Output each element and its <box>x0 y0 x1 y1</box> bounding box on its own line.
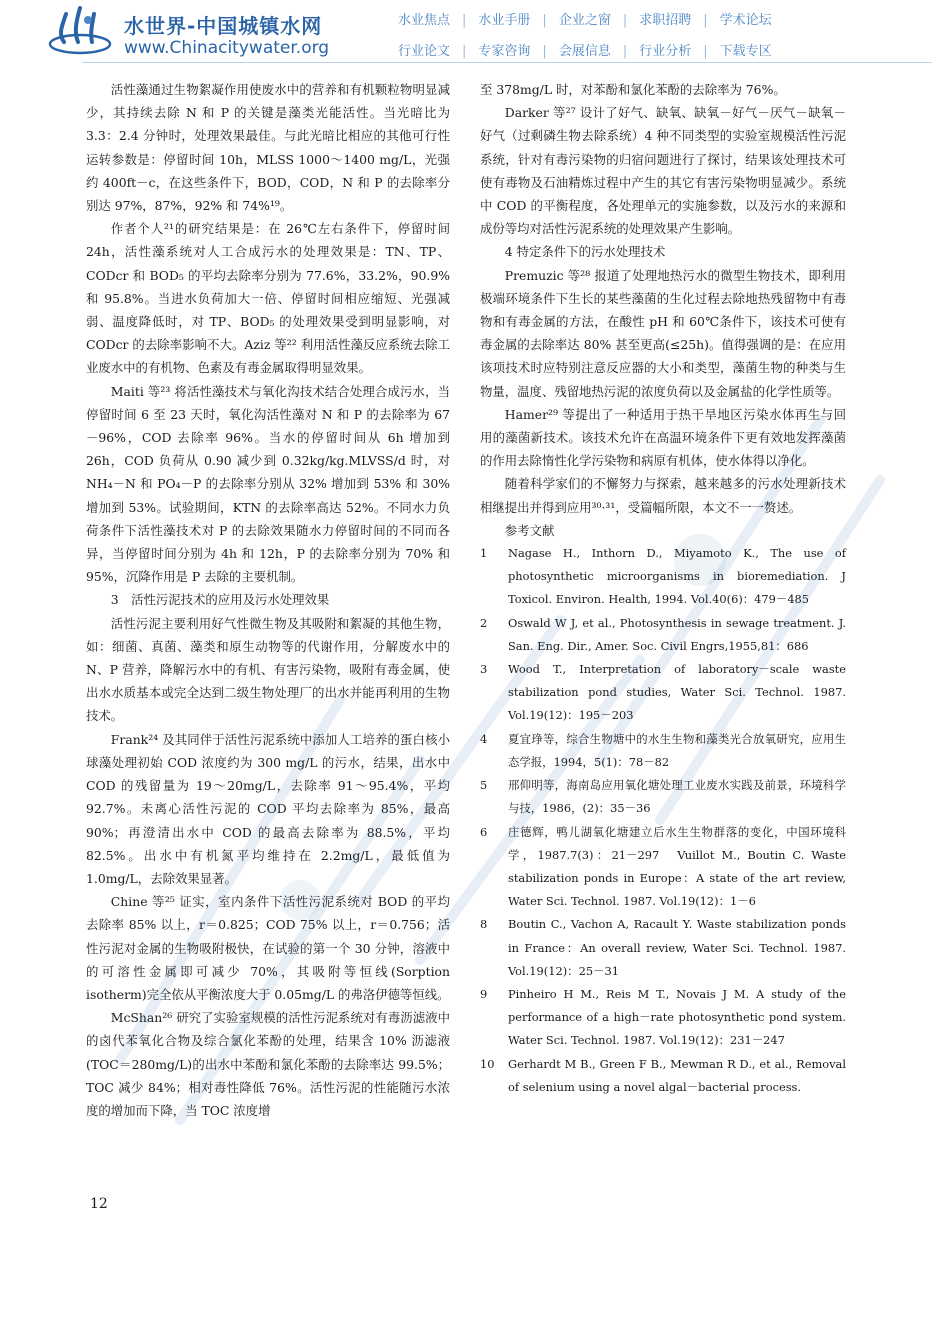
reference-number: 9 <box>480 986 488 1001</box>
nav-link-expert[interactable]: 专家咨询 <box>478 44 531 59</box>
right-column <box>480 78 846 1099</box>
reference-number: 3 <box>480 662 488 677</box>
reference-text: Pinheiro H M., Reis M T., Novais J M. A study of the performance of a high－rate photosynthetic pond system. Water Sci. Technol. 1987. Vol.19(12)：231－247 <box>508 986 846 1048</box>
paragraph: Hamer²⁹ 等提出了一种适用于热干旱地区污染水体再生与回用的藻菌新技术。该技术允许在高温环境条件下更有效地发挥藻菌的作用去除惰性化学污染物和病原有机体，使水体得以净化。 <box>480 406 846 469</box>
nav-separator: | <box>703 44 708 59</box>
reference-text: Wood T., Interpretation of laboratory－scale waste stabilization pond studies, Water Sci. Technol. 1987. Vol.19(12)：195－203 <box>508 662 846 723</box>
reference-item <box>480 913 846 983</box>
paragraph: 活性藻通过生物絮凝作用使废水中的营养和有机颗粒物明显减少，其持续去除 N 和 P 的关键是藻类光能活性。当光暗比为 3.3：2.4 分钟时，处理效果最佳。与此光暗比相应的其他可行性运转参数是：停留时间 10h，MLSS 1000～1400 mg/L，光强约 400ft－c，在这些条件下，BOD，COD，N 和 P 的去除率分别达 97%，87%，92% 和 74%¹⁹。 <box>86 82 450 214</box>
nav-separator: | <box>542 13 547 28</box>
references-heading: 参考文献 <box>504 522 555 538</box>
reference-text: Boutin C., Vachon A, Racault Y. Waste stabilization ponds in France：An overall review, Water Sci. Technol. 1987. Vol.19(12)：25－31 <box>508 917 846 978</box>
site-title[interactable]: 水世界-中国城镇水网 <box>124 14 323 38</box>
reference-number: 4 <box>480 731 488 746</box>
reference-text: Nagase H., Inthorn D., Miyamoto K., The use of photosynthetic microorganisms in bioremediation. J Toxicol. Environ. Health, 1994. Vol.40(6)：479－485 <box>508 546 846 607</box>
left-column <box>86 78 450 1122</box>
reference-number: 2 <box>480 615 488 630</box>
nav-link-water-handbook[interactable]: 水业手册 <box>478 13 531 28</box>
header-divider <box>82 62 932 63</box>
nav-separator: | <box>462 44 467 59</box>
reference-item <box>480 774 846 820</box>
nav-link-forum[interactable]: 学术论坛 <box>719 13 772 28</box>
nav-link-water-focus[interactable]: 水业焦点 <box>398 13 451 28</box>
paragraph: 活性污泥主要利用好气性微生物及其吸附和絮凝的其他生物，如：细菌、真菌、藻类和原生动物等的代谢作用，分解废水中的 N、P 营养，降解污水中的有机、有害污染物，吸附有毒金属，使出水水质基本或完全达到二级生物处理厂的出水并能再利用的生物技术。 <box>86 615 450 724</box>
reference-text: Oswald W J, et al., Photosynthesis in sewage treatment. J. San. Eng. Dir., Amer. Soc. Civil Engrs,1955,81：686 <box>508 615 846 653</box>
reference-item <box>480 1053 846 1099</box>
reference-text: 邢仰明等，海南岛应用氧化塘处理工业废水实践及前景，环境科学与技，1986，(2)：35－36 <box>508 778 846 816</box>
reference-number: 10 <box>480 1056 495 1071</box>
paragraph: Maiti 等²³ 将活性藻技术与氧化沟技术结合处理合成污水，当停留时间 6 至 23 天时，氧化沟活性藻对 N 和 P 的去除率为 67－96%，COD 去除率 96%。当水的停留时间从 6h 增加到 26h，COD 负荷从 0.90 减少到 0.32kg/kg.MLVSS/d 时，对 NH₄－N 和 PO₄－P 的去除率分别从 32% 增加到 53% 和 30% 增加到 53%。试验期间，KTN 的去除率高达 52%。不同水力负荷条件下活性藻技术对 P 的去除效果随水力停留时间的不同而各异，当停留时间分别为 4h 和 12h，P 的去除率分别为 70% 和 95%，沉降作用是 P 去除的主要机制。 <box>86 383 450 585</box>
site-url[interactable]: www.Chinacitywater.org <box>124 38 330 58</box>
reference-number: 1 <box>480 546 488 561</box>
reference-number: 5 <box>480 778 488 793</box>
paragraph: Premuzic 等²⁸ 报道了处理地热污水的微型生物技术，即利用极端环境条件下生长的某些藻菌的生化过程去除地热残留物中有毒物和有毒金属的方法，在酸性 pH 和 60℃条件下，该技术可使有毒金属的去除率达 80% 甚至更高(≤25h)。值得强调的是：在应用该项技术时应特别注意反应器的大小和类型，藻菌生物的种类与生物量，温度、残留地热污泥的浓度负荷以及金属盐的化学性质等。 <box>480 267 846 399</box>
nav-link-papers[interactable]: 行业论文 <box>398 44 451 59</box>
section-heading-4: 4 特定条件下的污水处理技术 <box>504 244 666 260</box>
paragraph: Chine 等²⁵ 证实，室内条件下活性污泥系统对 BOD 的平均去除率 85% 以上，r＝0.825；COD 75% 以上，r＝0.756；活性污泥对金属的生物吸附极快，在试验的第一个 30 分钟，溶液中的可溶性金属即可减少 70%，其吸附等恒线(Sorption isotherm)完全依从平衡浓度大于 0.05mg/L 的弗洛伊德等恒线。 <box>86 894 450 1002</box>
reference-item <box>480 728 846 774</box>
nav-link-exhibitions[interactable]: 会展信息 <box>558 44 611 59</box>
nav-separator: | <box>622 44 628 59</box>
reference-text: Gerhardt M B., Green F B., Mewman R D., et al., Removal of selenium using a novel algal－bacterial process. <box>508 1056 846 1094</box>
reference-item <box>480 658 846 728</box>
nav-row-1 <box>398 9 772 28</box>
site-header <box>0 0 950 64</box>
reference-item <box>480 821 846 914</box>
page-number: 12 <box>90 1196 108 1212</box>
nav-link-analysis[interactable]: 行业分析 <box>639 44 692 59</box>
paragraph: McShan²⁶ 研究了实验室规模的活性污泥系统对有毒沥滤液中的卤代苯氧化合物及综合氯化苯酚的处理，结果含 10% 沥滤液(TOC＝280mg/L)的出水中苯酚和氯化苯酚的去除率达 99.5%；TOC 减少 84%；相对毒性降低 76%。活性污泥的性能随污水浓度的增加而下降，当 TOC 浓度增 <box>86 1010 450 1118</box>
nav-row-2 <box>398 40 772 59</box>
paragraph: Frank²⁴ 及其同伴于活性污泥系统中添加人工培养的蛋白核小球藻处理初始 COD 浓度约为 300 mg/L 的污水，结果，出水中 COD 的残留量为 19～20mg/L，去除率 91～95.4%，平均 92.7%。未离心活性污泥的 COD 平均去除率为 85%，最高 90%；再澄清出水中 COD 的最高去除率为 88.5%，平均 82.5%。出水中有机氮平均维持在 2.2mg/L，最低值为 1.0mg/L，去除效果显著。 <box>86 731 450 886</box>
reference-number: 6 <box>480 824 488 839</box>
nav-link-jobs[interactable]: 求职招聘 <box>639 13 692 28</box>
reference-item <box>480 542 846 612</box>
reference-text: 夏宜琤等，综合生物塘中的水生生物和藻类光合放氧研究，应用生态学报，1994，5(1)：78－82 <box>508 731 846 769</box>
reference-list <box>480 542 846 1099</box>
nav-separator: | <box>542 44 547 59</box>
section-heading-3: 3 活性污泥技术的应用及污水处理效果 <box>110 592 330 608</box>
paragraph: Darker 等²⁷ 设计了好气、缺氧、缺氧－好气－厌气－缺氧－好气（过剩磷生物去除系统）4 种不同类型的实验室规模活性污泥系统，针对有毒污染物的归宿问题进行了探讨，结果该处理技术可使有毒物及石油精炼过程中产生的其它有害污染物明显减少。系统中 COD 的平衡程度，各处理单元的实施参数，以及污水的来源和成份等均对活性污泥系统的处理效果产生影响。 <box>480 105 846 237</box>
reference-item <box>480 983 846 1053</box>
nav-separator: | <box>622 13 628 28</box>
nav-separator: | <box>462 13 467 28</box>
reference-number: 8 <box>480 917 488 932</box>
paragraph: 作者个人²¹的研究结果是：在 26℃左右条件下，停留时间 24h，活性藻系统对人工合成污水的处理效果是：TN、TP、CODcr 和 BOD₅ 的平均去除率分别为 77.6%，33.2%，90.9% 和 95.8%。当进水负荷加大一倍、停留时间相应缩短、光强减弱、温度降低时，对 TP、BOD₅ 的处理效果受到明显影响，对 CODcr 的去除率影响不大。Aziz 等²² 利用活性藻反应系统去除工业废水中的有机物、色素及有毒金属取得明显效果。 <box>86 221 450 376</box>
nav-link-enterprise[interactable]: 企业之窗 <box>558 13 611 28</box>
nav-separator: | <box>703 13 708 28</box>
nav-link-downloads[interactable]: 下载专区 <box>719 44 772 59</box>
paragraph: 至 378mg/L 时，对苯酚和氯化苯酚的去除率为 76%。 <box>480 82 786 97</box>
reference-item <box>480 612 846 658</box>
water-drop-logo-icon[interactable] <box>44 4 116 56</box>
reference-text: 庄德辉，鸭儿湖氧化塘建立后水生生物群落的变化，中国环境科学，1987.7(3)：21－297 Vuillot M., Boutin C. Waste stabilization ponds in Europe：A state of the art review, Water Sci. Technol. 1987. Vol.19(12)：1－6 <box>508 824 846 909</box>
paragraph: 随着科学家们的不懈努力与探索，越来越多的污水处理新技术相继提出并得到应用³⁰·³¹，受篇幅所限，本文不一一赘述。 <box>480 476 846 515</box>
